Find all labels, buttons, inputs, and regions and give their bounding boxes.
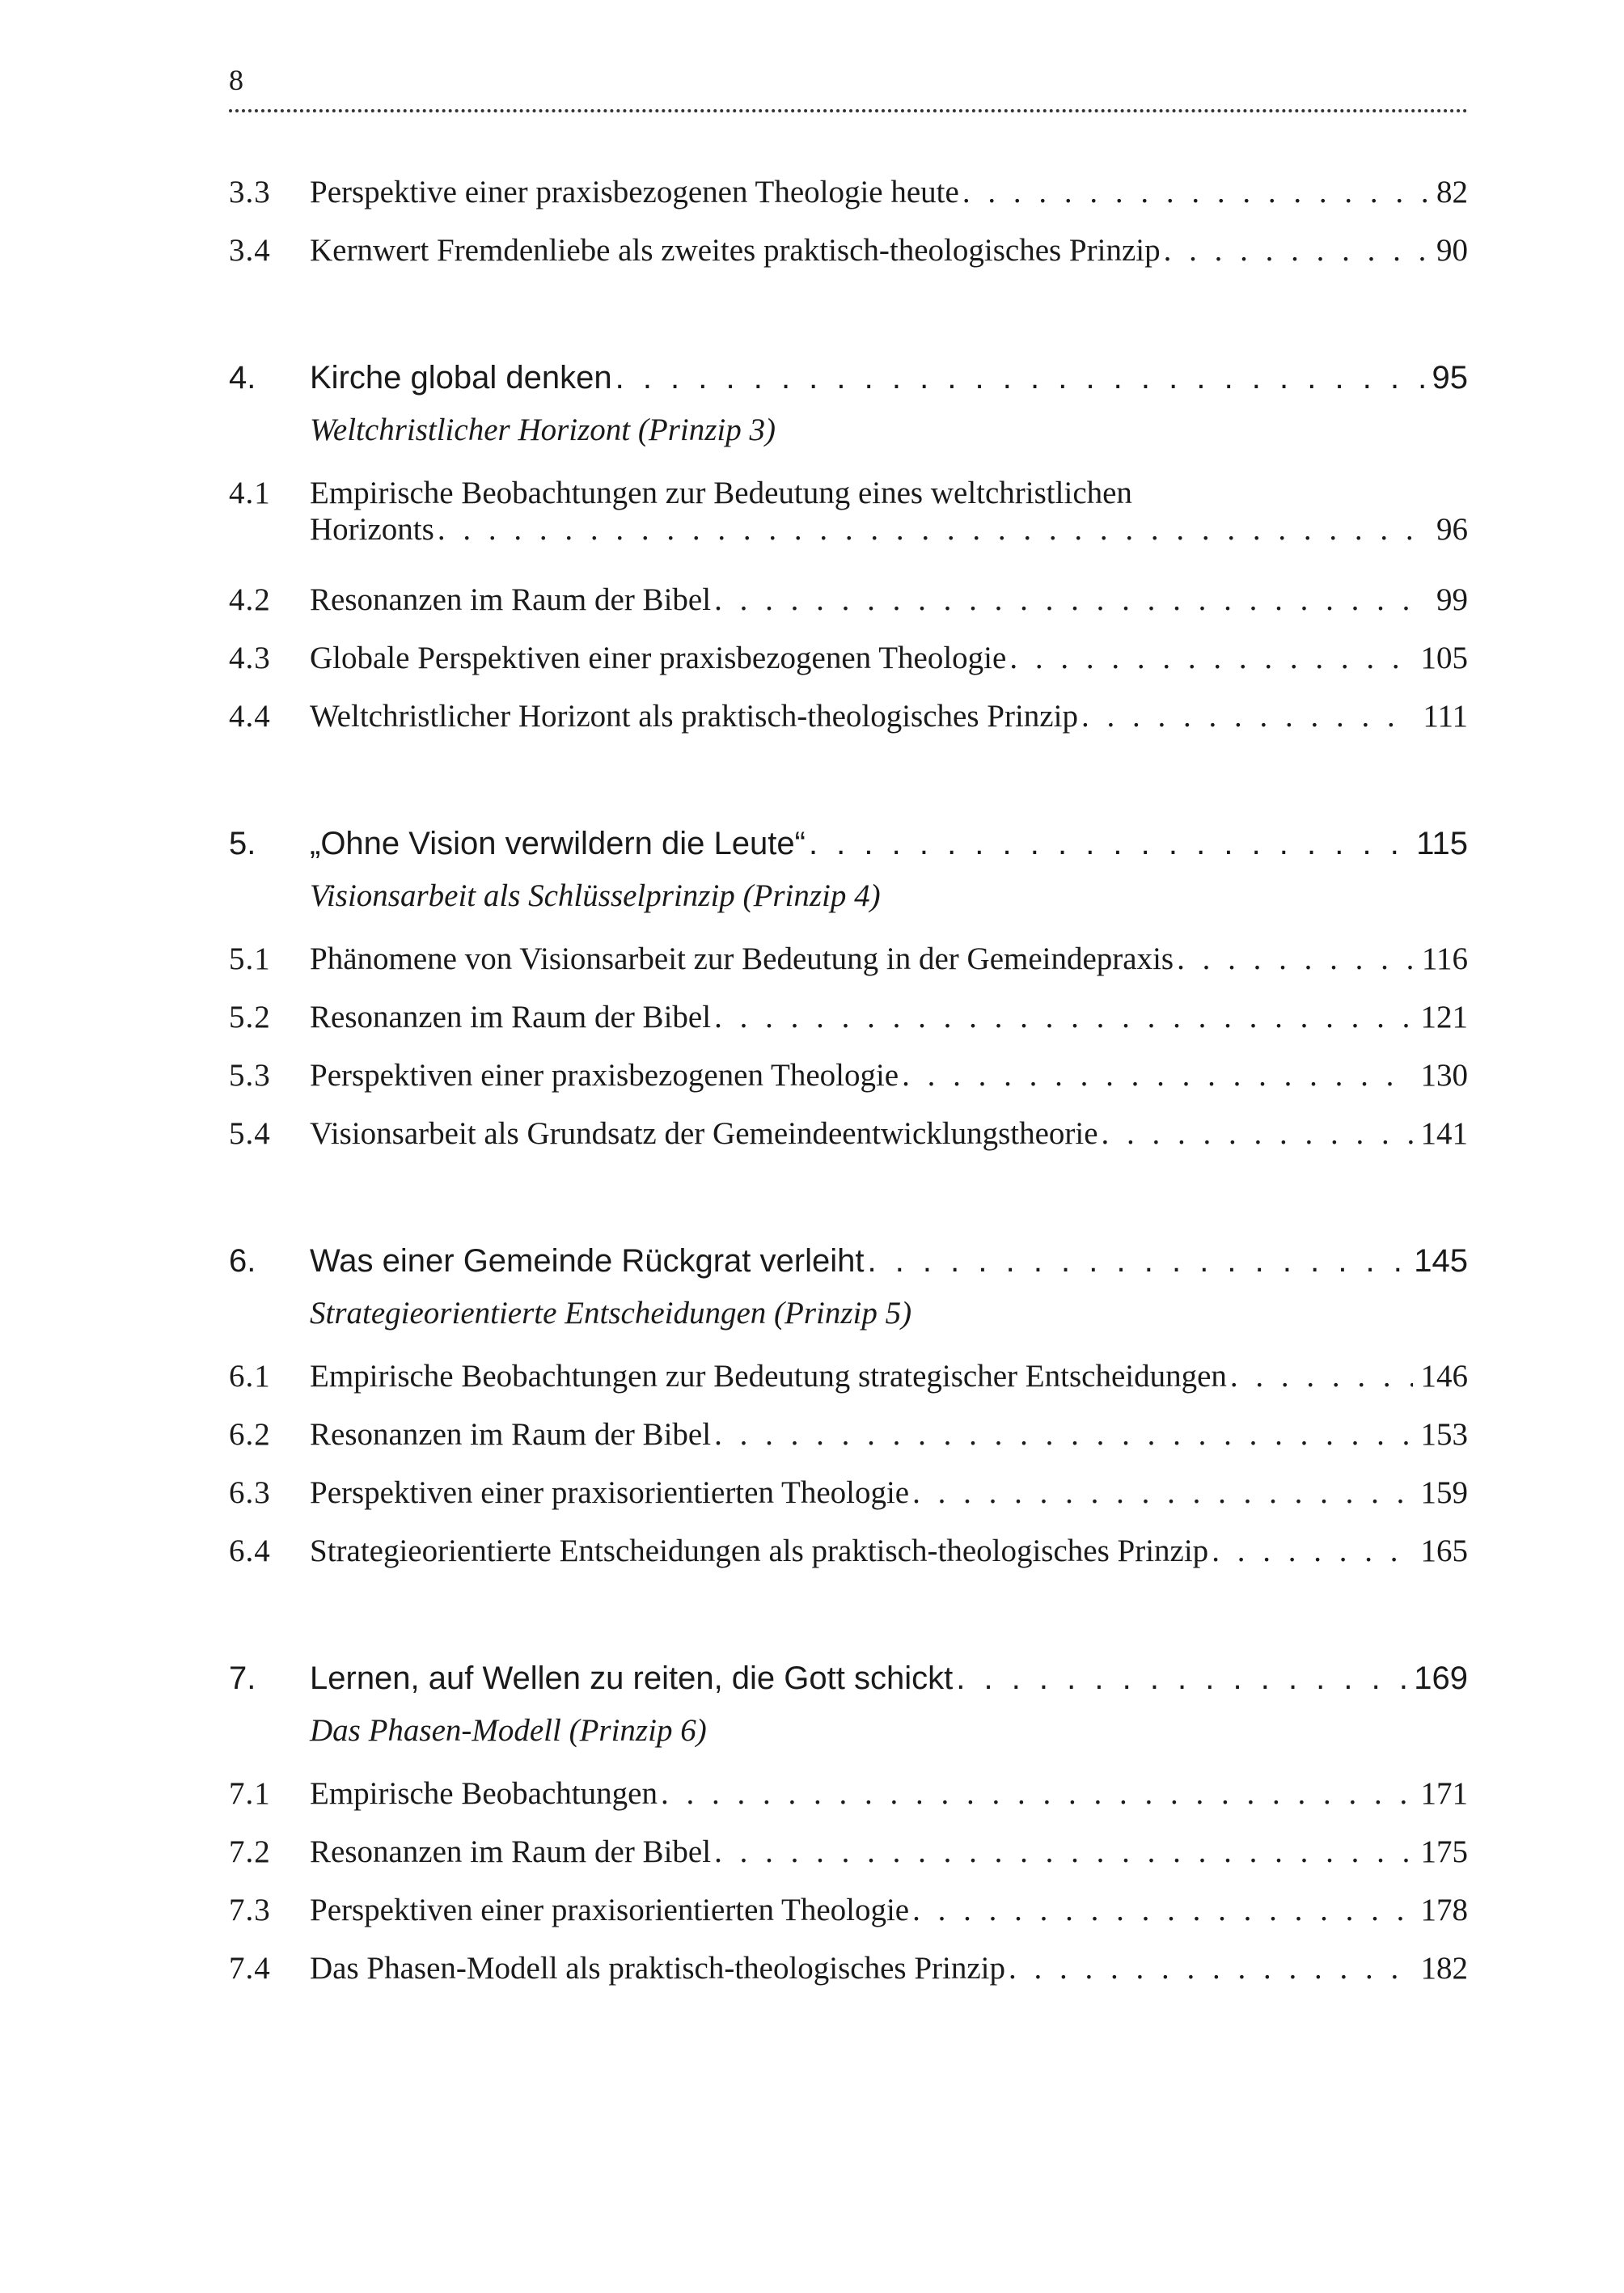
page-ref: 175 [1420, 1834, 1468, 1869]
dot-leader [962, 174, 1428, 210]
section-title: Empirische Beobachtungen [310, 1776, 658, 1811]
page-ref: 169 [1414, 1661, 1468, 1696]
chapter-title: Lernen, auf Wellen zu reiten, die Gott schickt [310, 1661, 954, 1696]
chapter-5 [229, 826, 1468, 1174]
page-ref: 171 [1420, 1776, 1468, 1811]
chapter-heading-7[interactable] [229, 1661, 1468, 1712]
section-title-line-1: Empirische Beobachtungen zur Bedeutung eines weltchristlichen [310, 476, 1132, 510]
chapter-subtitle: Visionsarbeit als Schlüsselprinzip (Prinzip 4) [310, 878, 881, 913]
dot-leader [867, 1243, 1406, 1280]
section-number: 5.1 [229, 941, 271, 976]
chapter-number: 6. [229, 1243, 256, 1279]
toc-entry-7-2[interactable] [229, 1834, 1468, 1892]
section-number: 6.3 [229, 1475, 271, 1510]
section-number: 6.1 [229, 1359, 271, 1394]
section-number: 7.3 [229, 1893, 271, 1927]
chapter-7 [229, 1661, 1468, 2008]
toc-entry-4-1[interactable] [229, 475, 1468, 582]
dot-leader [1009, 1950, 1413, 1986]
chapter-4 [229, 360, 1468, 756]
chapter-subtitle: Strategieorientierte Entscheidungen (Prinzip 5) [310, 1296, 912, 1331]
page-ref: 95 [1432, 360, 1468, 396]
chapter-subtitle: Das Phasen-Modell (Prinzip 6) [310, 1713, 707, 1748]
dot-leader [1009, 640, 1412, 676]
section-title: Empirische Beobachtungen zur Bedeutung strategischer Entscheidungen [310, 1359, 1227, 1394]
chapter-title: „Ohne Vision verwildern die Leute“ [310, 826, 806, 861]
dot-leader [438, 511, 1428, 548]
page-ref: 115 [1416, 826, 1468, 861]
page-ref: 116 [1421, 941, 1468, 976]
toc-entry-4-3[interactable] [229, 640, 1468, 698]
dot-leader [1102, 1115, 1413, 1152]
table-of-contents [229, 174, 1468, 2078]
chapter-title: Was einer Gemeinde Rückgrat verleiht [310, 1243, 865, 1279]
section-title: Kernwert Fremdenliebe als zweites praktisch-theologisches Prinzip [310, 233, 1161, 268]
dot-leader [912, 1474, 1412, 1511]
chapter-3 [229, 174, 1468, 290]
section-title: Phänomene von Visionsarbeit zur Bedeutung in der Gemeindepraxis [310, 941, 1174, 976]
chapter-heading-4[interactable] [229, 360, 1468, 412]
section-number: 5.2 [229, 1000, 271, 1034]
header-rule [229, 109, 1468, 112]
dot-leader [956, 1661, 1406, 1697]
page-ref: 182 [1420, 1951, 1468, 1986]
dot-leader [902, 1057, 1412, 1094]
page-ref: 111 [1423, 699, 1468, 734]
page-ref: 141 [1420, 1116, 1468, 1151]
chapter-subtitle: Weltchristlicher Horizont (Prinzip 3) [310, 412, 776, 447]
section-number: 7.1 [229, 1776, 271, 1811]
section-title: Perspektive einer praxisbezogenen Theologie heute [310, 175, 959, 209]
dot-leader [661, 1775, 1413, 1812]
section-title: Resonanzen im Raum der Bibel [310, 1417, 712, 1452]
chapter-heading-5[interactable] [229, 826, 1468, 878]
chapter-number: 5. [229, 826, 256, 861]
section-title: Globale Perspektiven einer praxisbezogenen Theologie [310, 641, 1007, 675]
chapter-heading-6[interactable] [229, 1243, 1468, 1295]
toc-entry-7-1[interactable] [229, 1775, 1468, 1834]
page-ref: 96 [1436, 512, 1468, 547]
section-title: Das Phasen-Modell als praktisch-theologisches Prinzip [310, 1951, 1005, 1986]
section-number: 6.4 [229, 1534, 271, 1568]
section-number: 6.2 [229, 1417, 271, 1452]
dot-leader [714, 999, 1412, 1035]
dot-leader [1212, 1533, 1412, 1569]
chapter-number: 7. [229, 1661, 256, 1696]
toc-entry-4-4[interactable] [229, 698, 1468, 756]
section-title-line-2: Horizonts [310, 512, 434, 547]
section-title: Perspektiven einer praxisbezogenen Theologie [310, 1058, 899, 1093]
toc-entry-3-3[interactable] [229, 174, 1468, 232]
section-number: 7.4 [229, 1951, 271, 1986]
page-ref: 99 [1436, 582, 1468, 617]
page-ref: 145 [1414, 1243, 1468, 1279]
dot-leader [714, 1834, 1412, 1870]
section-title: Weltchristlicher Horizont als praktisch-theologisches Prinzip [310, 699, 1078, 734]
dot-leader [714, 582, 1428, 618]
chapter-6 [229, 1243, 1468, 1591]
section-title: Resonanzen im Raum der Bibel [310, 1000, 712, 1034]
chapter-title: Kirche global denken [310, 360, 612, 396]
page-ref: 146 [1420, 1359, 1468, 1394]
section-title: Perspektiven einer praxisorientierten Theologie [310, 1893, 910, 1927]
section-number: 5.4 [229, 1116, 271, 1151]
dot-leader [1177, 941, 1414, 977]
toc-entry-5-2[interactable] [229, 999, 1468, 1057]
toc-entry-7-4[interactable] [229, 1950, 1468, 2008]
section-title: Strategieorientierte Entscheidungen als praktisch-theologisches Prinzip [310, 1534, 1209, 1568]
section-number: 3.3 [229, 175, 271, 209]
section-number: 3.4 [229, 233, 271, 268]
toc-entry-6-1[interactable] [229, 1358, 1468, 1416]
page-ref: 153 [1420, 1417, 1468, 1452]
toc-entry-5-1[interactable] [229, 941, 1468, 999]
toc-entry-3-4[interactable] [229, 232, 1468, 290]
dot-leader [809, 826, 1408, 862]
toc-entry-5-3[interactable] [229, 1057, 1468, 1115]
section-number: 7.2 [229, 1834, 271, 1869]
page-ref: 130 [1420, 1058, 1468, 1093]
page-ref: 159 [1420, 1475, 1468, 1510]
page-ref: 90 [1436, 233, 1468, 268]
page-ref: 121 [1420, 1000, 1468, 1034]
dot-leader [1164, 232, 1428, 269]
page-number: 8 [229, 64, 243, 96]
section-number: 4.3 [229, 641, 271, 675]
chapter-number: 4. [229, 360, 256, 396]
toc-entry-5-4[interactable] [229, 1115, 1468, 1174]
section-title: Resonanzen im Raum der Bibel [310, 582, 712, 617]
toc-entry-6-2[interactable] [229, 1416, 1468, 1474]
toc-entry-6-4[interactable] [229, 1533, 1468, 1591]
page-ref: 165 [1420, 1534, 1468, 1568]
section-number: 4.2 [229, 582, 271, 617]
section-number: 4.4 [229, 699, 271, 734]
toc-entry-7-3[interactable] [229, 1892, 1468, 1950]
section-number: 5.3 [229, 1058, 271, 1093]
dot-leader [1230, 1358, 1413, 1394]
dot-leader [714, 1416, 1412, 1453]
section-title: Perspektiven einer praxisorientierten Theologie [310, 1475, 910, 1510]
page-ref: 105 [1420, 641, 1468, 675]
section-title: Visionsarbeit als Grundsatz der Gemeindeentwicklungstheorie [310, 1116, 1098, 1151]
page-ref: 178 [1420, 1893, 1468, 1927]
page-ref: 82 [1436, 175, 1468, 209]
toc-entry-4-2[interactable] [229, 582, 1468, 640]
toc-entry-6-3[interactable] [229, 1474, 1468, 1533]
dot-leader [1081, 698, 1415, 734]
section-title: Resonanzen im Raum der Bibel [310, 1834, 712, 1869]
section-number: 4.1 [229, 476, 271, 510]
dot-leader [912, 1892, 1412, 1928]
dot-leader [615, 360, 1424, 396]
